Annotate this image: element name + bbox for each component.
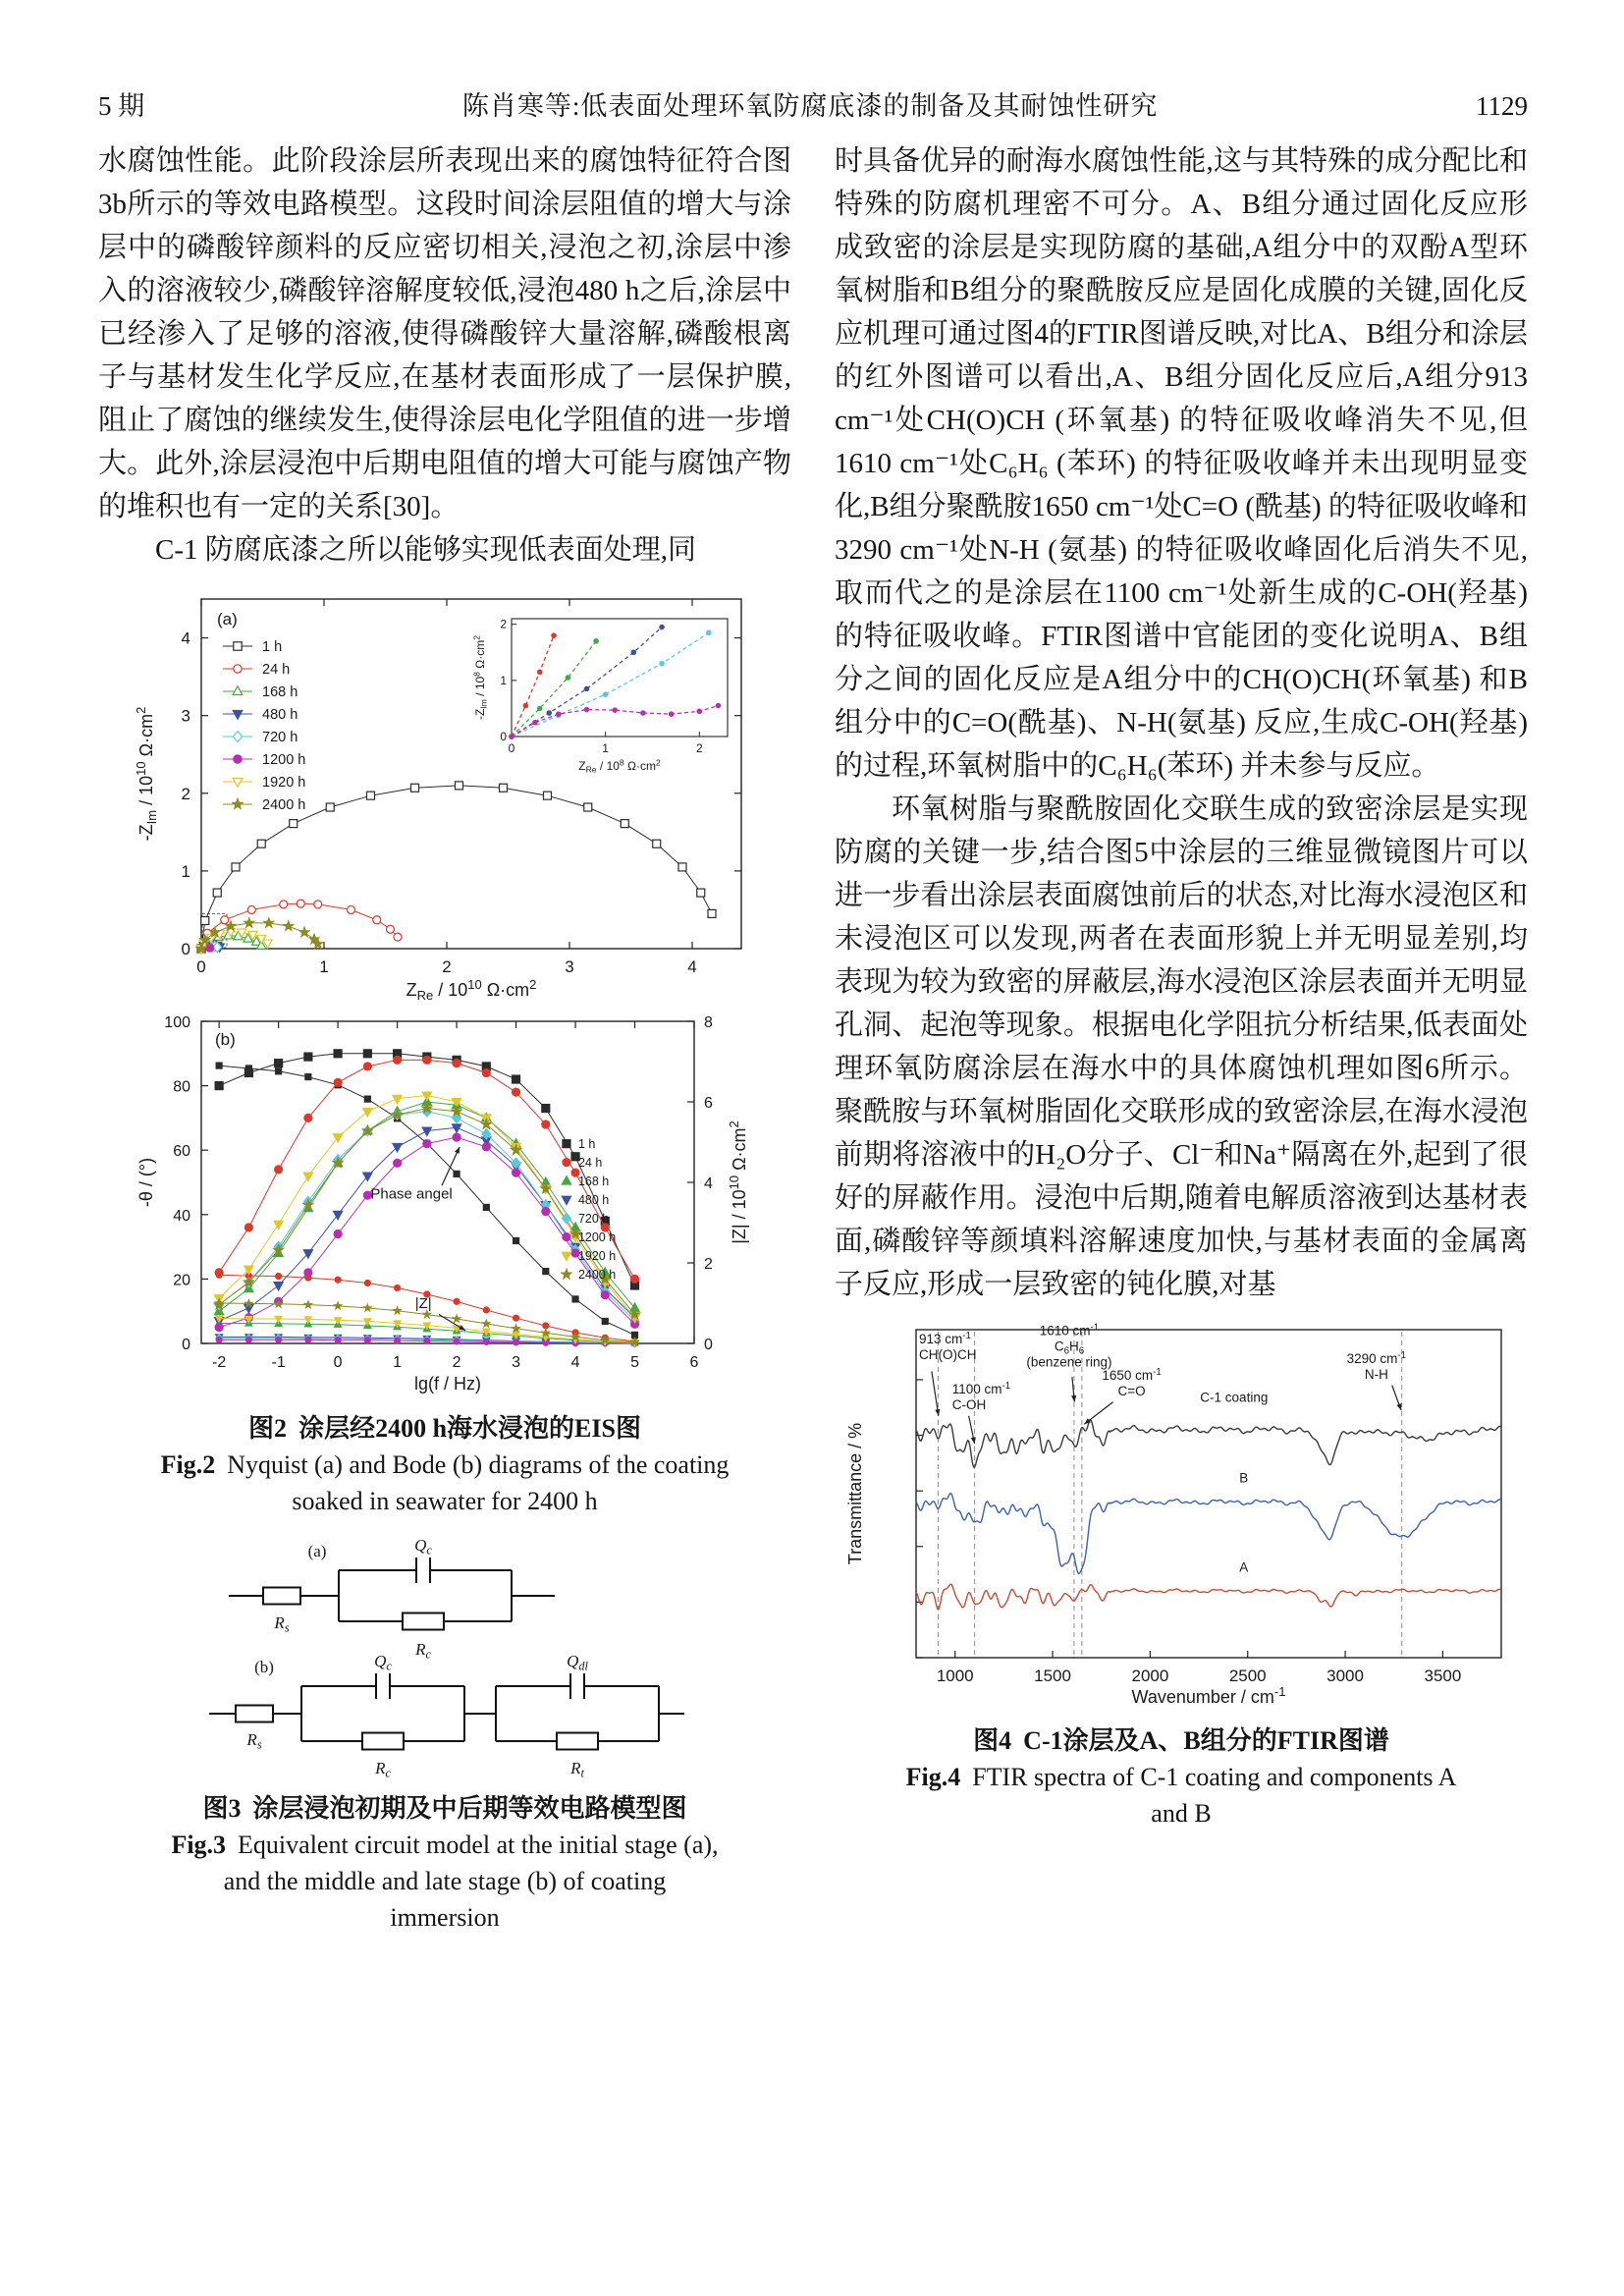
- svg-text:-2: -2: [212, 1354, 227, 1371]
- svg-text:(b): (b): [254, 1658, 274, 1676]
- body-paragraph: C-1 防腐底漆之所以能够实现低表面处理,同: [155, 534, 697, 566]
- svg-text:0: 0: [500, 730, 507, 743]
- fig3-circuit-diagram: [170, 1535, 720, 1782]
- svg-text:4: 4: [687, 957, 697, 976]
- svg-text:3: 3: [181, 706, 190, 726]
- svg-text:ZRe / 108 Ω·cm2: $Z_{Re} / 10^8$ $\Omega\cdot cm^2$: [578, 757, 661, 775]
- fig3-caption-en-prefix: Fig.3: [171, 1831, 227, 1859]
- fig3-caption-cn-prefix: 图3: [202, 1794, 242, 1823]
- svg-text:2400 h: 2400 h: [577, 1268, 617, 1283]
- fig4-caption-cn-prefix: 图4: [973, 1726, 1012, 1755]
- svg-text:1920 h: 1920 h: [262, 775, 306, 791]
- running-title: 陈肖寒等:低表面处理环氧防腐底漆的制备及其耐蚀性研究: [461, 91, 1159, 121]
- body-paragraph: 环氧树脂与聚酰胺固化交联生成的致密涂层是实现防腐的关键一步,结合图5中涂层的三维显微镜图片可以进一步看出涂层表面腐蚀前后的状态,对比海水浸泡区和未浸泡区可以发现,两者在表面形貌上并无明显差别,均表现为较为致密的屏蔽层,海水浸泡区涂层表面并无明显孔洞、起泡等现象。根据电化学阻抗分析结果,低表面处理环氧防腐涂层在海水中的具体腐蚀机理如图6所示。聚酰胺与环氧树脂固化交联形成的致密涂层,在海水浸泡前期将溶液中的H₂O分子、Cl⁻和Na⁺隔离在外,起到了很好的屏蔽作用。浸泡中后期,随着电解质溶液到达基材表面,磷酸锌等颜填料溶解速度加快,与基材表面的金属离子反应,形成一层致密的钝化膜,对基: [835, 793, 1528, 1300]
- svg-text:4: 4: [704, 1175, 713, 1192]
- svg-text:A: A: [1239, 1559, 1249, 1575]
- svg-text:1500: 1500: [1034, 1667, 1071, 1685]
- svg-text:3000: 3000: [1326, 1667, 1364, 1685]
- svg-text:80: 80: [173, 1078, 190, 1096]
- fig4-caption: [835, 1722, 1528, 1831]
- svg-text:100: 100: [164, 1014, 190, 1031]
- right-column: [835, 139, 1528, 1831]
- svg-text:2: 2: [181, 784, 190, 803]
- svg-text:20: 20: [173, 1272, 190, 1289]
- svg-text:480 h: 480 h: [262, 707, 298, 723]
- svg-text:Rs: $R_s$: [246, 1730, 262, 1752]
- svg-text:0: 0: [181, 940, 190, 958]
- svg-text:2: 2: [452, 1354, 461, 1371]
- svg-text:0: 0: [182, 1337, 190, 1353]
- svg-text:-ZIm / 1010 Ω·cm2: $-Z_{Im} / 10^{10}$ $\Omega\cdot cm^2$: [134, 706, 159, 842]
- svg-text:1 h: 1 h: [262, 639, 283, 655]
- svg-text:0: 0: [508, 741, 515, 755]
- svg-text:-θ / (°): -θ / (°): [136, 1157, 156, 1208]
- svg-text:(a): (a): [307, 1542, 327, 1560]
- svg-text:0: 0: [333, 1354, 343, 1371]
- svg-text:1920 h: 1920 h: [577, 1249, 617, 1264]
- svg-text:Qc: $Q_c$: [414, 1536, 432, 1558]
- svg-text:1: 1: [602, 741, 609, 755]
- fig3-caption-cn-text: 涂层浸泡初期及中后期等效电路模型图: [252, 1794, 687, 1823]
- svg-text:B: B: [1239, 1470, 1249, 1486]
- svg-text:ZRe / 1010 Ω·cm2: $Z_{Re} / 10^{10}$ $\Omega\cdot cm^2$: [406, 977, 537, 1003]
- svg-text:2: 2: [442, 957, 452, 976]
- svg-text:-1: -1: [271, 1354, 286, 1371]
- svg-text:1: 1: [319, 957, 329, 976]
- body-paragraph: 时具备优异的耐海水腐蚀性能,这与其特殊的成分配比和特殊的防腐机理密不可分。A、B组分通过固化反应形成致密的涂层是实现防腐的基础,A组分中的双酚A型环氧树脂和B组分的聚酰胺反应是固化成膜的关键,固化反应机理可通过图4的FTIR图谱反映,对比A、B组分和涂层的红外图谱可以看出,A、B组分固化反应后,A组分913 cm⁻¹处CH(O)CH (环氧基) 的特征吸收峰消失不见,但1610 cm⁻¹处C₆H₆ (苯环) 的特征吸收峰并未出现明显变化,B组分聚酰胺1650 cm⁻¹处C=O (酰基) 的特征吸收峰和3290 cm⁻¹处N-H (氨基) 的特征吸收峰固化后消失不见,取而代之的是涂层在1100 cm⁻¹处新生成的C-OH(羟基) 的特征吸收峰。FTIR图谱中官能团的变化说明A、B组分之间的固化反应是A组分中的CH(O)CH(环氧基) 和B组分中的C=O(酰基)、N-H(氨基) 反应,生成C-OH(羟基) 的过程,环氧树脂中的C₆H₆(苯环) 并未参与反应。: [835, 145, 1528, 782]
- fig4-caption-en-prefix: Fig.4: [905, 1763, 961, 1791]
- svg-text:Wavenumber / cm-1: Wavenumber / $cm^{-1}$: [1131, 1684, 1286, 1707]
- svg-text:Transmittance / %: Transmittance / %: [845, 1422, 865, 1565]
- svg-text:Rt: $R_t$: [570, 1759, 584, 1780]
- svg-text:Rc: $R_c$: [375, 1759, 391, 1780]
- fig3-caption-en-text3: immersion: [390, 1903, 500, 1932]
- page-header: [98, 84, 1528, 123]
- svg-text:1200 h: 1200 h: [262, 752, 306, 768]
- fig4-caption-en-text: FTIR spectra of C-1 coating and components A: [972, 1763, 1457, 1791]
- svg-text:1100 cm-1: 1100 $cm^{-1}$: [951, 1381, 1011, 1397]
- svg-text:480 h: 480 h: [577, 1193, 610, 1208]
- svg-text:-ZIm / 108 Ω·cm2: $-Z_{Im} / 10^8$ $\Omega\cdot cm^2$: [471, 634, 489, 721]
- svg-text:2: 2: [500, 617, 507, 631]
- svg-text:C6H6: $C_6H_6$: [1054, 1339, 1085, 1357]
- svg-text:1 h: 1 h: [577, 1137, 596, 1152]
- svg-text:lg(f / Hz): lg(f / Hz): [413, 1374, 482, 1394]
- svg-text:C-1 coating: C-1 coating: [1200, 1390, 1269, 1405]
- svg-text:3: 3: [565, 957, 574, 976]
- svg-text:168 h: 168 h: [262, 684, 298, 700]
- svg-text:60: 60: [173, 1143, 190, 1161]
- svg-text:1000: 1000: [936, 1667, 974, 1685]
- svg-text:2: 2: [695, 741, 703, 755]
- svg-text:720 h: 720 h: [262, 730, 298, 745]
- svg-text:(b): (b): [215, 1030, 236, 1049]
- figure4: [835, 1322, 1528, 1831]
- svg-text:3290 cm-1: 3290 $cm^{-1}$: [1346, 1349, 1407, 1366]
- issue-label: 5 期: [98, 91, 145, 121]
- svg-text:1650 cm-1: 1650 $cm^{-1}$: [1102, 1366, 1162, 1383]
- svg-text:24 h: 24 h: [262, 662, 291, 678]
- fig4-caption-cn-text: C-1涂层及A、B组分的FTIR图谱: [1023, 1726, 1389, 1755]
- fig2-caption-cn-prefix: 图2: [248, 1414, 288, 1443]
- svg-text:0: 0: [704, 1337, 713, 1353]
- svg-text:3: 3: [512, 1354, 521, 1371]
- fig2-caption-en-text2: soaked in seawater for 2400 h: [292, 1487, 598, 1515]
- svg-text:24 h: 24 h: [577, 1156, 603, 1171]
- fig3-caption: [98, 1790, 791, 1936]
- svg-text:Rc: $R_c$: [415, 1640, 431, 1662]
- svg-text:1: 1: [500, 673, 507, 687]
- svg-text:2500: 2500: [1228, 1667, 1267, 1685]
- svg-text:Rs: $R_s$: [274, 1613, 290, 1635]
- svg-text:2: 2: [704, 1256, 713, 1273]
- fig2b-bode-plot: [131, 1010, 759, 1402]
- svg-text:(a): (a): [217, 610, 238, 629]
- svg-text:40: 40: [173, 1207, 190, 1225]
- fig2-caption-cn-text: 涂层经2400 h海水浸泡的EIS图: [298, 1414, 641, 1443]
- fig3-caption-en-text2: and the middle and late stage (b) of coating: [223, 1867, 667, 1895]
- fig2-caption-en-text: Nyquist (a) and Bode (b) diagrams of the coating: [227, 1450, 730, 1479]
- figure2: [98, 587, 791, 1519]
- svg-text:0: 0: [196, 957, 206, 976]
- svg-text:N-H: N-H: [1364, 1366, 1388, 1382]
- svg-text:(benzene ring): (benzene ring): [1026, 1354, 1112, 1370]
- fig2-caption: [98, 1410, 791, 1519]
- svg-text:|Z| / 1010 Ω·cm2: $|Z| / 10^{10}$ $\Omega\cdot cm^2$: [727, 1121, 749, 1244]
- figure3: [98, 1535, 791, 1936]
- svg-text:Qc: $Q_c$: [374, 1652, 392, 1673]
- svg-text:|Z|: |Z|: [414, 1294, 432, 1312]
- svg-text:1: 1: [181, 861, 190, 881]
- left-column: [98, 139, 791, 1936]
- svg-text:1: 1: [393, 1354, 403, 1371]
- svg-text:Phase angel: Phase angel: [370, 1185, 453, 1203]
- svg-text:720 h: 720 h: [577, 1212, 610, 1227]
- svg-text:Qdl: $Q_{dl}$: [567, 1652, 588, 1673]
- fig2-caption-en-prefix: Fig.2: [160, 1450, 216, 1479]
- body-paragraph: 水腐蚀性能。此阶段涂层所表现出来的腐蚀特征符合图3b所示的等效电路模型。这段时间涂层阻值的增大与涂层中的磷酸锌颜料的反应密切相关,浸泡之初,涂层中渗入的溶液较少,磷酸锌溶解度较低,浸泡480 h之后,涂层中已经渗入了足够的溶液,使得磷酸锌大量溶解,磷酸根离子与基材发生化学反应,在基材表面形成了一层保护膜,阻止了腐蚀的继续发生,使得涂层电化学阻值的进一步增大。此外,涂层浸泡中后期电阻值的增大可能与腐蚀产物的堆积也有一定的关系[30]。: [98, 145, 791, 522]
- svg-text:4: 4: [181, 629, 190, 648]
- fig3-caption-en-text: Equivalent circuit model at the initial stage (a),: [238, 1831, 719, 1859]
- svg-text:C=O: C=O: [1117, 1383, 1146, 1398]
- svg-text:1200 h: 1200 h: [577, 1230, 617, 1245]
- svg-text:913 cm-1: 913 $cm^{-1}$: [918, 1331, 971, 1347]
- svg-text:CH(O)CH: CH(O)CH: [918, 1347, 977, 1363]
- fig4-ftir-plot: [838, 1322, 1525, 1715]
- svg-text:C-OH: C-OH: [951, 1397, 987, 1413]
- page-number: 1129: [1475, 91, 1528, 121]
- svg-text:3500: 3500: [1424, 1667, 1462, 1685]
- svg-text:2400 h: 2400 h: [262, 797, 306, 813]
- fig4-caption-en-text2: and B: [1151, 1799, 1212, 1828]
- svg-text:1610 cm-1: 1610 $cm^{-1}$: [1039, 1322, 1100, 1339]
- svg-text:4: 4: [570, 1354, 580, 1371]
- svg-text:6: 6: [689, 1354, 699, 1371]
- svg-text:2000: 2000: [1131, 1667, 1169, 1685]
- svg-text:5: 5: [630, 1354, 639, 1371]
- fig2a-nyquist-plot: [131, 587, 759, 1010]
- svg-text:6: 6: [704, 1095, 713, 1112]
- svg-text:168 h: 168 h: [577, 1175, 610, 1189]
- svg-text:8: 8: [704, 1014, 713, 1031]
